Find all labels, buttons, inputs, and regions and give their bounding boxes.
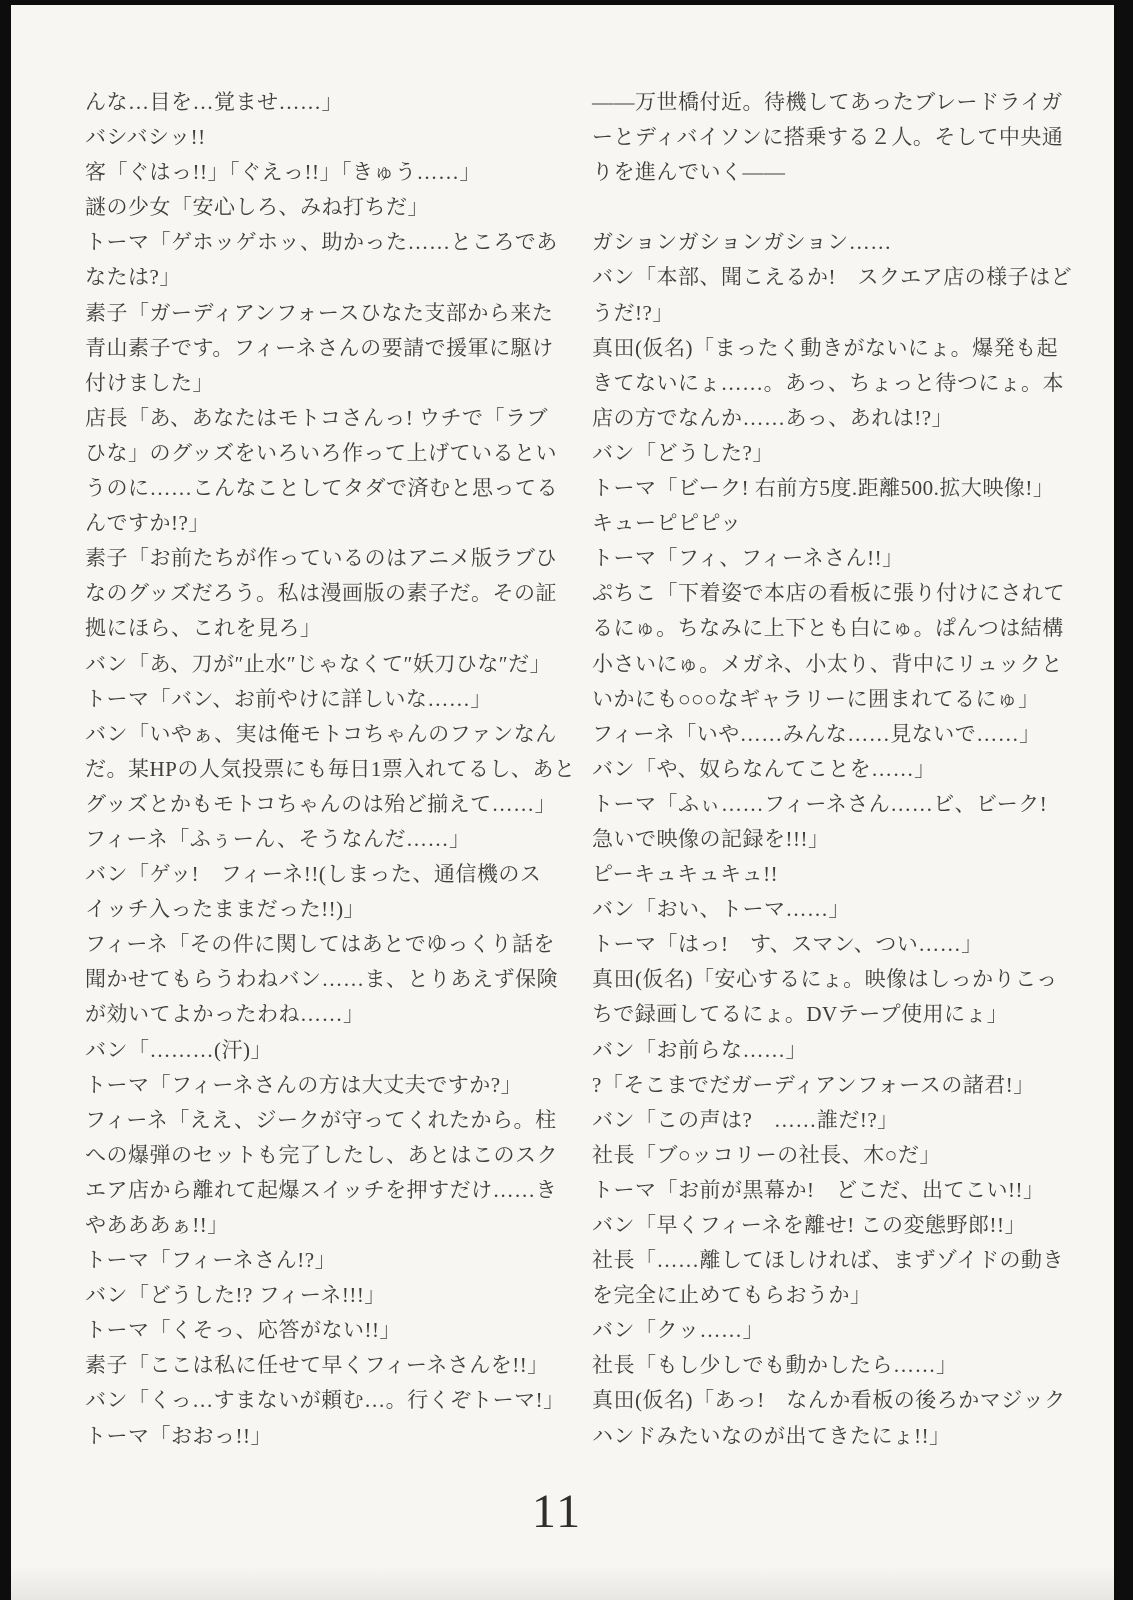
text-line: りを進んでいく—— (592, 160, 786, 185)
text-line: トーマ「はっ! す、スマン、つい……」 (592, 932, 983, 957)
text-line: ガションガションガション…… (592, 230, 892, 255)
text-line: バン「くっ…すまないが頼む…。行くぞトーマ!」 (85, 1388, 565, 1413)
text-line: トーマ「フィーネさん!?」 (85, 1248, 337, 1273)
text-line: バン「おい、トーマ……」 (592, 897, 850, 922)
text-line: 真田(仮名)「安心するにょ。映像はしっかりこっ (592, 967, 1058, 992)
scan-border-top (0, 0, 1133, 5)
text-line: バン「この声は? ……誰だ!?」 (592, 1107, 899, 1132)
text-line: いかにも○○○なギャラリーに囲まれてるにゅ」 (592, 686, 1040, 711)
text-line: エア店から離れて起爆スイッチを押すだけ……き (85, 1177, 558, 1202)
text-line: 真田(仮名)「まったく動きがないにょ。爆発も起 (592, 335, 1059, 360)
text-line: 謎の少女「安心しろ、みね打ちだ」 (85, 195, 429, 220)
text-line: ——万世橋付近。待機してあったブレードライガ (592, 90, 1063, 114)
text-line: グッズとかもモトコちゃんのは殆ど揃えて……」 (85, 791, 557, 816)
text-line: ?「そこまでだガーディアンフォースの諸君!」 (592, 1072, 1035, 1097)
text-line: バン「どうした?」 (592, 440, 774, 465)
text-line: フィーネ「その件に関してはあとでゆっくり話を (85, 932, 556, 957)
text-line: ハンドみたいなのが出てきたにょ!!」 (592, 1423, 951, 1448)
text-line: なのグッズだろう。私は漫画版の素子だ。その証 (85, 581, 557, 606)
text-line: バシバシッ!! (85, 125, 206, 150)
text-line: トーマ「おおっ!!」 (85, 1423, 272, 1448)
text-line: ーとディバイソンに搭乗する２人。そして中央通 (592, 125, 1064, 150)
text-line: バン「どうした!? フィーネ!!!」 (85, 1283, 386, 1308)
text-line: だ。某HPの人気投票にも毎日1票入れてるし、あと (85, 756, 576, 781)
text-line: ピーキュキュキュ!! (592, 862, 779, 887)
text-line: フィーネ「ふぅーん、そうなんだ……」 (85, 826, 471, 851)
text-line: トーマ「フィーネさんの方は大丈夫ですか?」 (85, 1072, 523, 1097)
text-line: 社長「ブ○ッコリーの社長、木○だ」 (592, 1142, 941, 1167)
text-line: バン「早くフィーネを離せ! この変態野郎!!」 (592, 1213, 1026, 1237)
text-line: バン「お前らな……」 (592, 1037, 807, 1062)
text-line: 素子「ここは私に任せて早くフィーネさんを!!」 (85, 1353, 549, 1378)
text-line: 素子「お前たちが作っているのはアニメ版ラブひ (85, 546, 557, 571)
text-line: 素子「ガーディアンフォースひなた支部から来た (85, 300, 554, 325)
text-line: やあああぁ!!」 (85, 1213, 229, 1237)
text-line: バン「………(汗)」 (85, 1037, 272, 1062)
text-line: 店の方でなんか……あっ、あれは!?」 (592, 405, 954, 430)
text-line: トーマ「ゲホッゲホッ、助かった……ところであ (85, 230, 558, 255)
text-line: んですか!?」 (85, 511, 210, 536)
text-line: ひな」のグッズをいろいろ作って上げているとい (85, 440, 557, 465)
text-line: きてないにょ……。あっ、ちょっと待つにょ。本 (592, 370, 1064, 395)
text-line: 店長「あ、あなたはモトコさんっ! ウチで「ラブ (85, 405, 549, 430)
text-line: 真田(仮名)「あっ! なんか看板の後ろかマジック (592, 1388, 1066, 1413)
text-line: トーマ「ふぃ……フィーネさん……ビ、ビーク! (592, 791, 1048, 816)
text-line: フィーネ「ええ、ジークが守ってくれたから。柱 (85, 1107, 557, 1132)
text-line: 青山素子です。フィーネさんの要請で援軍に駆け (85, 335, 554, 360)
page-number: 11 (531, 1485, 583, 1538)
text-line: イッチ入ったままだった!!)」 (85, 897, 366, 922)
text-column-right (592, 85, 1073, 1454)
scan-border-left (0, 0, 11, 1600)
scan-shadow-bottom (11, 1566, 1114, 1600)
text-line: トーマ「ビーク! 右前方5度.距離500.拡大映像!」 (592, 476, 1055, 501)
text-line: 付けました」 (85, 370, 214, 395)
text-line: 拠にほら、これを見ろ」 (85, 616, 322, 641)
text-line: うだ!?」 (592, 300, 674, 325)
text-line: トーマ「フィ、フィーネさん!!」 (592, 546, 904, 571)
text-line: ちで録画してるにょ。DVテープ使用にょ」 (592, 1002, 1009, 1027)
blank-line (592, 190, 1044, 225)
text-line: 小さいにゅ。メガネ、小太り、背中にリュックと (592, 651, 1063, 676)
text-line: ぷちこ「下着姿で本店の看板に張り付けにされて (592, 581, 1065, 606)
text-column-left (85, 85, 576, 1454)
text-line: バン「あ、刀が″止水″じゃなくて″妖刀ひな″だ」 (85, 651, 552, 676)
text-line: フィーネ「いや……みんな……見ないで……」 (592, 721, 1041, 746)
text-line: バン「ゲッ! フィーネ!!(しまった、通信機のス (85, 862, 542, 887)
text-line: 急いで映像の記録を!!!」 (592, 826, 830, 851)
text-line: トーマ「バン、お前やけに詳しいな……」 (85, 686, 492, 711)
text-line: キューピピピッ (592, 511, 742, 536)
text-line: バン「いやぁ、実は俺モトコちゃんのファンなん (85, 721, 557, 746)
text-line: バン「や、奴らなんてことを……」 (592, 756, 936, 781)
text-line: 社長「もし少しでも動かしたら……」 (592, 1353, 958, 1378)
text-line: トーマ「くそっ、応答がない!!」 (85, 1318, 401, 1343)
text-line: バン「本部、聞こえるか! スクエア店の様子はど (592, 265, 1073, 290)
text-line: んな…目を…覚ませ……」 (85, 90, 343, 114)
text-line: うのに……こんなことしてタダで済むと思ってる (85, 476, 558, 501)
text-line: 社長「……離してほしければ、まずゾイドの動き (592, 1248, 1064, 1273)
text-line: トーマ「お前が黒幕か! どこだ、出てこい!!」 (592, 1177, 1045, 1202)
text-line: を完全に止めてもらおうか」 (592, 1283, 872, 1308)
text-line: への爆弾のセットも完了したし、あとはこのスク (85, 1142, 558, 1167)
text-line: 客「ぐはっ!!」「ぐえっ!!」「きゅう……」 (85, 160, 481, 185)
text-line: バン「クッ……」 (592, 1318, 764, 1343)
scan-border-right (1114, 0, 1133, 1600)
text-line: なたは?」 (85, 265, 181, 290)
text-line: 聞かせてもらうわねバン……ま、とりあえず保険 (85, 967, 558, 992)
text-line: が効いてよかったわね……」 (85, 1002, 365, 1027)
text-line: るにゅ。ちなみに上下とも白にゅ。ぱんつは結構 (592, 616, 1064, 641)
